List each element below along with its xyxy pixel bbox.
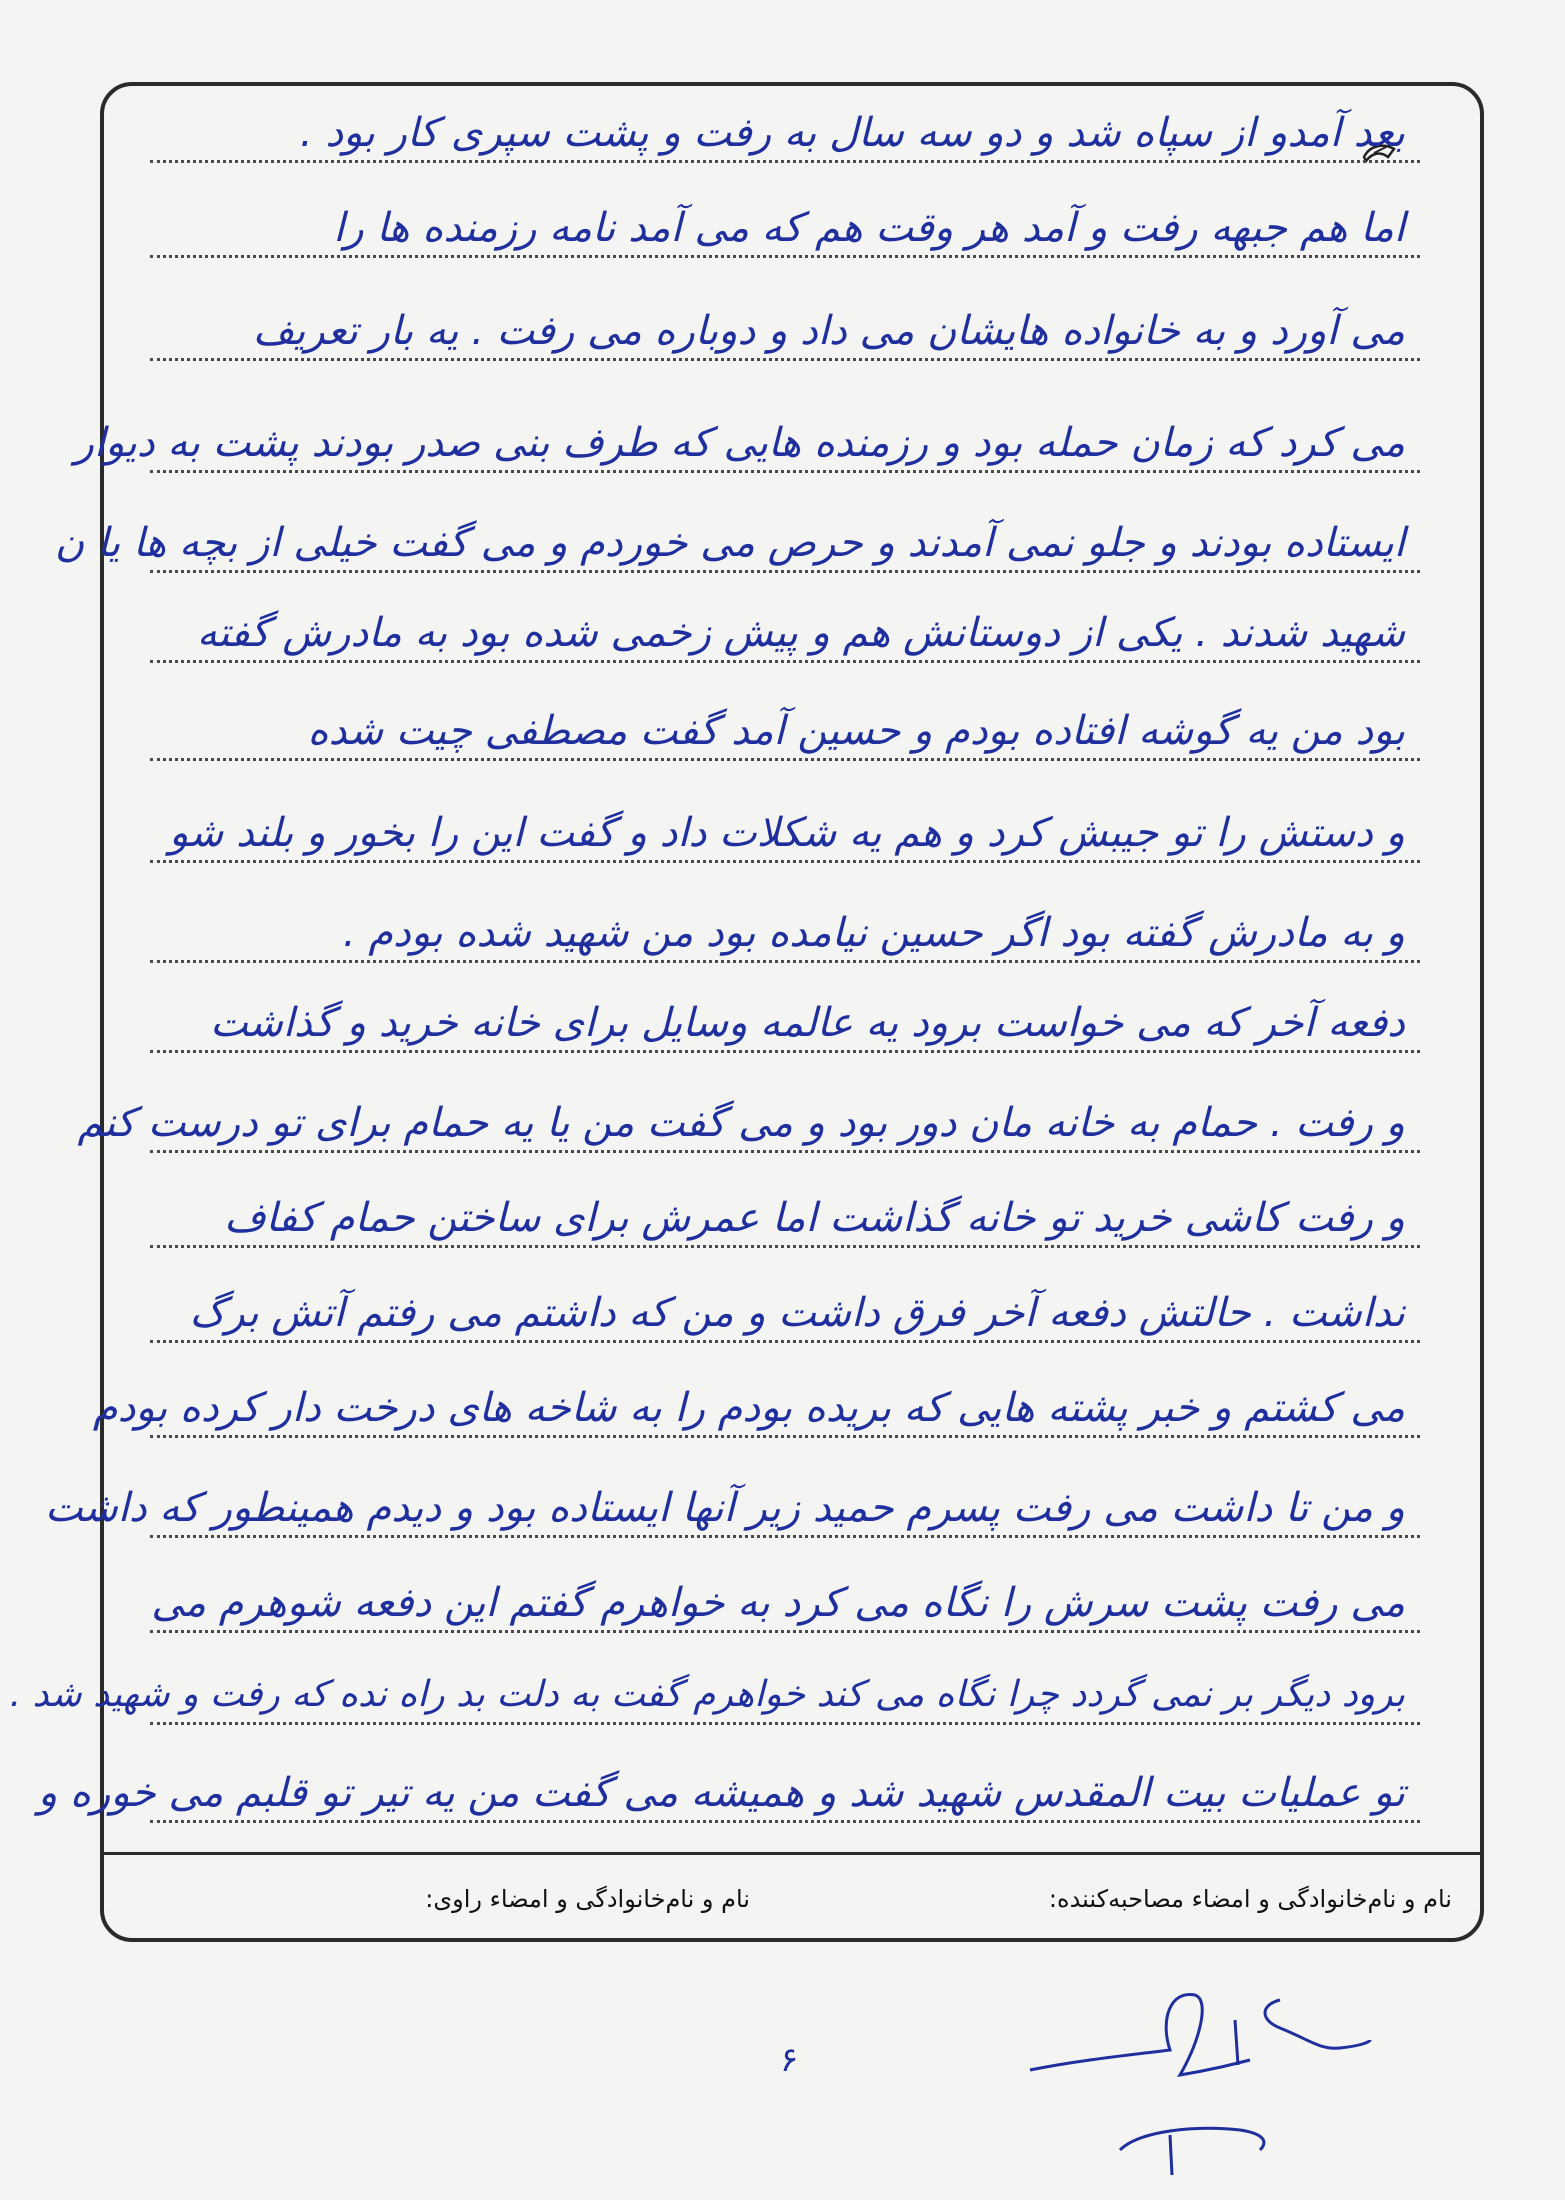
page-number: ۶ — [780, 2040, 799, 2080]
text-line: ایستاده بودند و جلو نمی آمدند و حرص می خوردم و می گفت خیلی از بچه ها یا ن — [54, 520, 1405, 566]
ruled-line — [150, 160, 1420, 163]
text-line: برود دیگر بر نمی گردد چرا نگاه می کند خواهرم گفت به دلت بد راه نده که رفت و شهید شد . — [9, 1674, 1405, 1715]
text-line: شهید شدند . یکی از دوستانش هم و پیش زخمی شده بود به مادرش گفته — [196, 610, 1405, 656]
ruled-line — [150, 758, 1420, 761]
ruled-line — [150, 860, 1420, 863]
text-line: و به مادرش گفته بود اگر حسین نیامده بود من شهید شده بودم . — [342, 910, 1405, 956]
text-line: و رفت . حمام به خانه مان دور بود و می گفت من یا یه حمام برای تو درست کنم — [77, 1100, 1405, 1146]
narrator-signature-label: نام و نام‌خانوادگی و امضاء راوی: — [425, 1885, 750, 1913]
ruled-line — [150, 1435, 1420, 1438]
ruled-line — [150, 960, 1420, 963]
text-line: اما هم جبهه رفت و آمد هر وقت هم که می آمد نامه رزمنده ها را — [333, 205, 1405, 251]
text-line: می کشتم و خبر پشته هایی که بریده بودم را به شاخه های درخت دار کرده بودم — [92, 1385, 1405, 1431]
ruled-line — [150, 1050, 1420, 1053]
text-line: دفعه آخر که می خواست برود یه عالمه وسایل برای خانه خرید و گذاشت — [210, 1000, 1405, 1046]
interviewer-signature-label: نام و نام‌خانوادگی و امضاء مصاحبه‌کننده: — [1048, 1885, 1452, 1913]
text-line: می کرد که زمان حمله بود و رزمنده هایی که طرف بنی صدر بودند پشت به دیوار — [74, 420, 1405, 466]
ruled-line — [150, 1630, 1420, 1633]
ruled-line — [150, 358, 1420, 361]
ruled-line — [150, 1535, 1420, 1538]
ruled-line — [150, 1150, 1420, 1153]
text-line: تو عملیات بیت المقدس شهید شد و همیشه می گفت من یه تیر تو قلبم می خوره و — [38, 1770, 1405, 1816]
footer-divider — [104, 1852, 1480, 1855]
text-line: بود من یه گوشه افتاده بودم و حسین آمد گفت مصطفی چیت شده — [307, 708, 1405, 754]
text-line: و دستش را تو جیبش کرد و هم یه شکلات داد و گفت این را بخور و بلند شو — [169, 810, 1405, 856]
ruled-line — [150, 470, 1420, 473]
text-line: نداشت . حالتش دفعه آخر فرق داشت و من که داشتم می رفتم آتش برگ — [189, 1290, 1405, 1336]
ruled-line — [150, 1820, 1420, 1823]
ruled-line — [150, 1245, 1420, 1248]
text-line: بعد آمدو از سپاه شد و دو سه سال به رفت و پشت سپری کار بود . — [299, 110, 1405, 156]
ruled-line — [150, 570, 1420, 573]
signature-image — [1020, 1980, 1380, 2180]
text-line: می آورد و به خانواده هایشان می داد و دوباره می رفت . یه بار تعریف — [252, 308, 1405, 354]
ruled-line — [150, 1340, 1420, 1343]
ruled-line — [150, 660, 1420, 663]
text-line: و رفت کاشی خرید تو خانه گذاشت اما عمرش برای ساختن حمام کفاف — [224, 1195, 1405, 1241]
ruled-line — [150, 1722, 1420, 1725]
ruled-line — [150, 255, 1420, 258]
text-line: و من تا داشت می رفت پسرم حمید زیر آنها ایستاده بود و دیدم همینطور که داشت — [44, 1485, 1405, 1531]
text-line: می رفت پشت سرش را نگاه می کرد به خواهرم گفتم این دفعه شوهرم می — [151, 1580, 1405, 1626]
